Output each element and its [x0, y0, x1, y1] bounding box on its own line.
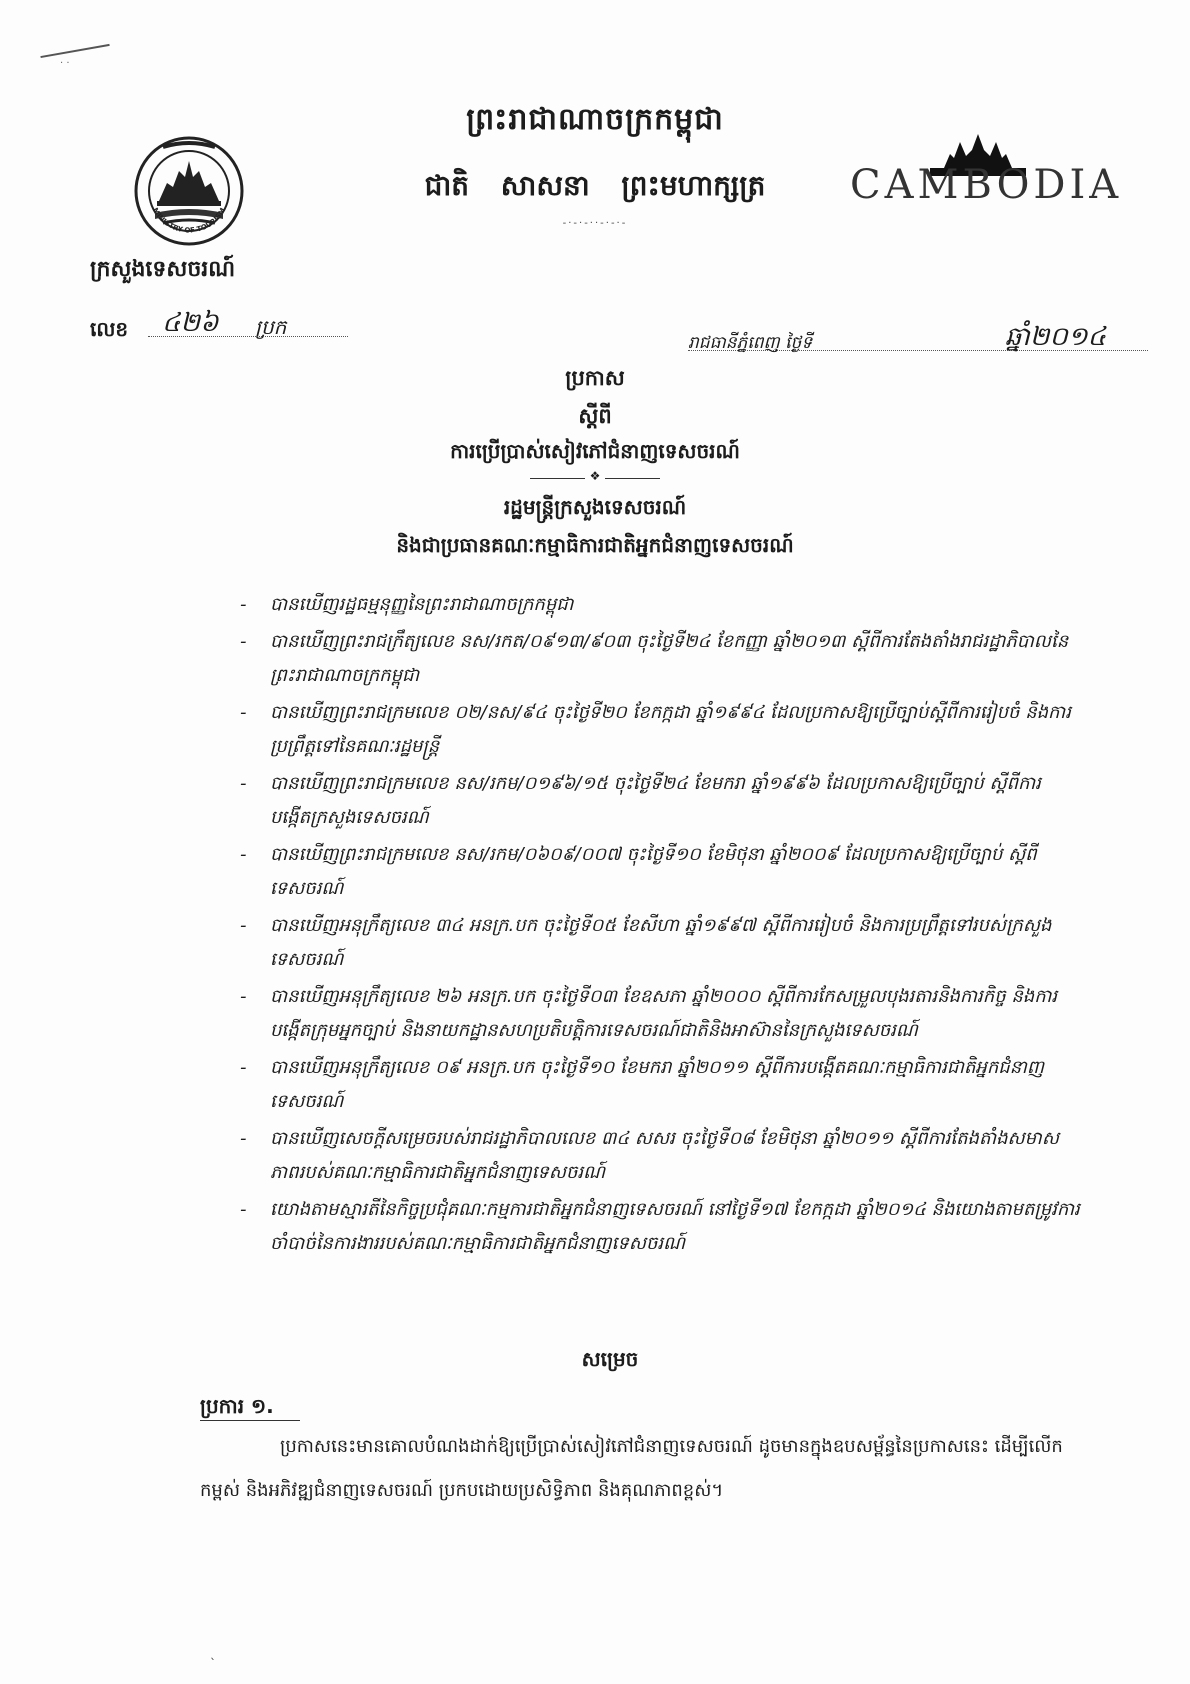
preamble-clause: [240, 980, 1080, 1048]
clause-text: យោងតាមស្មារតីនៃកិច្ចប្រជុំគណៈកម្មការជាតិអ្នកជំនាញទេសចរណ៍ នៅថ្ងៃទី១៧ ខែកក្កដា ឆ្នាំ២០១៤ និងយោងតាមតម្រូវការចាំបាច់នៃការងាររបស់គណៈកម្មាធិការជាតិអ្នកជំនាញទេសចរណ៍: [270, 1199, 1080, 1254]
clause-dash: -: [240, 1057, 247, 1078]
preamble-clause: [240, 625, 1080, 693]
cambodia-brand-logo: [850, 120, 1160, 240]
clause-text: បានឃើញព្រះរាជក្រមលេខ នស/រកម/០៦០៩/០០៧ ចុះថ្ងៃទី១០ ខែមិថុនា ឆ្នាំ២០០៩ ដែលប្រកាសឱ្យប្រើច្បាប់ ស្ដីពីទេសចរណ៍: [270, 844, 1037, 899]
clause-text: បានឃើញអនុក្រឹត្យលេខ ០៩ អនក្រ.បក ចុះថ្ងៃទី១០ ខែមករា ឆ្នាំ២០១១ ស្ដីពីការបង្កើតគណៈកម្មាធិការជាតិអ្នកជំនាញទេសចរណ៍: [270, 1057, 1044, 1112]
article-body: ប្រកាសនេះមានគោលបំណងដាក់ឱ្យប្រើប្រាស់សៀវភៅជំនាញទេសចរណ៍ ដូចមានក្នុងឧបសម្ព័ន្ធនៃប្រកាសនេះ ដើម្បីលើកកម្ពស់ និងអភិវឌ្ឍជំនាញទេសចរណ៍ ប្រកបដោយប្រសិទ្ធិភាព និងគុណភាពខ្ពស់។: [200, 1436, 1063, 1501]
preamble-clause: [240, 838, 1080, 906]
clause-dash: -: [240, 773, 247, 794]
header-ornament: -·-·-··-·-·-: [562, 218, 628, 229]
preamble-clause: [240, 588, 1080, 622]
article-heading: ប្រការ ១.: [200, 1394, 274, 1418]
preamble-clause: [240, 1193, 1080, 1261]
decision-heading: សម្រេច: [581, 1347, 639, 1371]
ministry-name: ក្រសួងទេសចរណ៍: [90, 257, 236, 282]
date-line: រាជធានីភ្នំពេញ ថ្ងៃទី: [688, 333, 813, 353]
clause-text: បានឃើញរដ្ឋធម្មនុញ្ញនៃព្រះរាជាណាចក្រកម្ពុជា: [270, 594, 574, 615]
issuer-title: រដ្ឋមន្ត្រីក្រសួងទេសចរណ៍: [503, 495, 687, 519]
clause-dash: -: [240, 1128, 247, 1149]
clause-text: បានឃើញសេចក្ដីសម្រេចរបស់រាជរដ្ឋាភិបាលលេខ ៣៤ សសរ ចុះថ្ងៃទី០៨ ខែមិថុនា ឆ្នាំ២០១១ ស្ដីពីការតែងតាំងសមាសភាពរបស់គណៈកម្មាធិការជាតិអ្នកជំនាញទេសចរណ៍: [270, 1128, 1059, 1183]
reference-suffix: ប្រក: [255, 315, 287, 339]
document-type-title: ប្រកាស: [565, 366, 625, 390]
pen-mark-dots: · ·: [60, 58, 70, 69]
clause-text: បានឃើញព្រះរាជក្រមលេខ នស/រកម/០១៩៦/១៥ ចុះថ្ងៃទី២៤ ខែមករា ឆ្នាំ១៩៩៦ ដែលប្រកាសឱ្យប្រើច្បាប់ ស្ដីពីការបង្កើតក្រសួងទេសចរណ៍: [270, 773, 1041, 828]
clause-text: បានឃើញអនុក្រឹត្យលេខ ៣៤ អនក្រ.បក ចុះថ្ងៃទី០៥ ខែសីហា ឆ្នាំ១៩៩៧ ស្ដីពីការរៀបចំ និងការប្រព្រឹត្តទៅរបស់ក្រសួងទេសចរណ៍: [270, 915, 1052, 970]
clause-text: បានឃើញព្រះរាជក្រឹត្យលេខ នស/រកត/០៩១៣/៩០៣ ចុះថ្ងៃទី២៤ ខែកញ្ញា ឆ្នាំ២០១៣ ស្ដីពីការតែងតាំងរាជរដ្ឋាភិបាលនៃព្រះរាជាណាចក្រកម្ពុជា: [270, 631, 1069, 686]
ministry-seal-logo: [133, 135, 245, 247]
issuer-subtitle: និងជាប្រធានគណៈកម្មាធិការជាតិអ្នកជំនាញទេសចរណ៍: [396, 533, 794, 557]
reference-dotted-line: [148, 336, 348, 337]
subject-preposition: ស្ដីពី: [578, 404, 612, 428]
preamble-clause: [240, 767, 1080, 835]
clause-dash: -: [240, 702, 247, 723]
clause-dash: -: [240, 1199, 247, 1220]
reference-label: លេខ: [90, 317, 129, 341]
clause-text: បានឃើញអនុក្រឹត្យលេខ ២៦ អនក្រ.បក ចុះថ្ងៃទី០៣ ខែឧសភា ឆ្នាំ២០០០ ស្ដីពីការកែសម្រួលបុងរតារនិងការកិច្ច និងការបង្កើតក្រុមអ្នកច្បាប់ និងនាយកដ្ឋានសហប្រតិបត្តិការទេសចរណ៍ជាតិនិងអាស៊ាននៃក្រសួងទេសចរណ៍: [270, 986, 1058, 1041]
kingdom-title: ព្រះរាជាណាចក្រកម្ពុជា: [466, 102, 724, 137]
clause-dash: -: [240, 594, 247, 615]
clause-dash: -: [240, 915, 247, 936]
date-year-handwritten: ឆ្នាំ២០១៤: [1005, 322, 1106, 352]
seal-ring-text: MINISTRY OF TOURISM: [150, 206, 228, 235]
preamble-clause: [240, 696, 1080, 764]
title-divider-ornament: ❖: [585, 469, 605, 483]
clause-dash: -: [240, 631, 247, 652]
preamble-clause: [240, 1122, 1080, 1190]
preamble-clause: [240, 909, 1080, 977]
pen-mark: [40, 44, 109, 58]
clause-text: បានឃើញព្រះរាជក្រមលេខ ០២/នស/៩៤ ចុះថ្ងៃទី២០ ខែកក្កដា ឆ្នាំ១៩៩៤ ដែលប្រកាសឱ្យប្រើច្បាប់ស្ដីពីការរៀបចំ និងការប្រព្រឹត្តទៅនៃគណៈរដ្ឋមន្ត្រី: [270, 702, 1071, 757]
reference-number: ៤២៦: [162, 308, 219, 338]
national-motto: ជាតិ សាសនា ព្រះមហាក្សត្រ: [424, 169, 766, 202]
clause-dash: -: [240, 844, 247, 865]
preamble-clause: [240, 1051, 1080, 1119]
document-subject: ការប្រើប្រាស់សៀវភៅជំនាញទេសចរណ៍: [450, 439, 740, 463]
cambodia-brand-text: CAMBODIA: [850, 162, 1123, 208]
clause-dash: -: [240, 986, 247, 1007]
article-underline: [200, 1420, 300, 1421]
preamble-clauses: [240, 588, 1080, 1264]
stray-mark: ˎ: [210, 1646, 216, 1660]
